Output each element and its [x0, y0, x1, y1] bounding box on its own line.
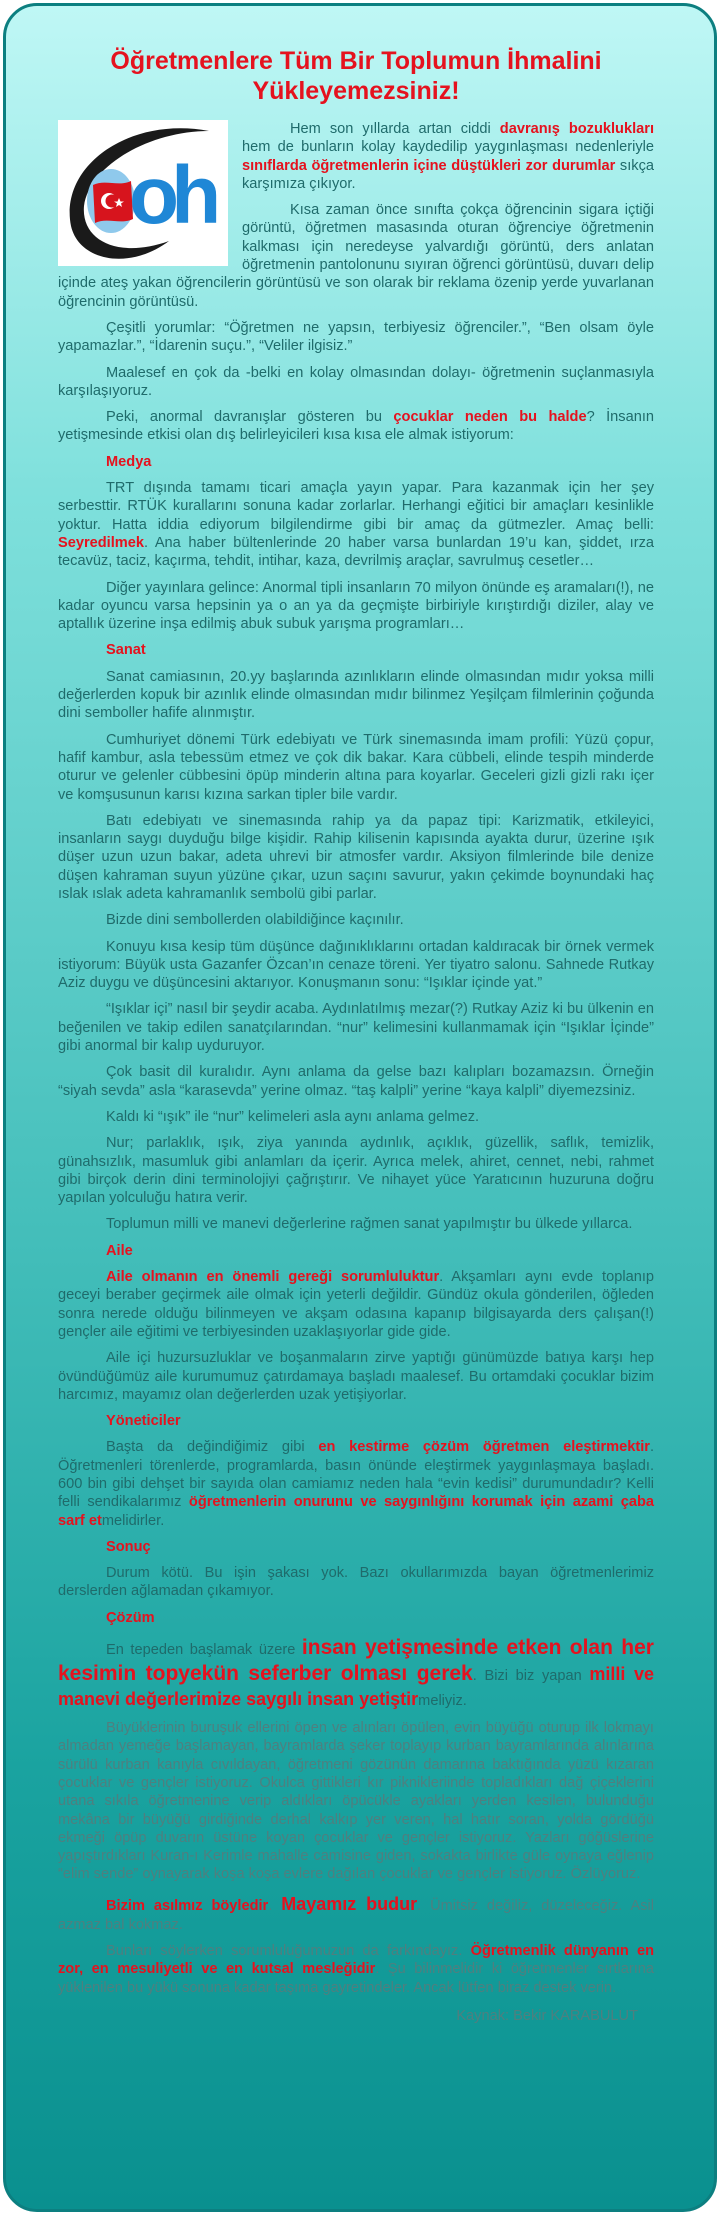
- aile-paragraph-2: Aile içi huzursuzluklar ve boşanmaların zirve yaptığı günümüzde batıya karşı hep övündüğümüz aile kurumumuz çatırdamaya başladı maalesef. Bu ortamdaki çocuklar bizim harcımız, mayamız olan değerlerden uzak yetişiyorlar.: [58, 1350, 654, 1403]
- aile-paragraph-1: Aile olmanın en önemli gereği sorumluluktur. Akşamları aynı evde toplanıp geceyi beraber geçirmek aile olmak için yeterli değildir. Gündüz okula gönderilen, öğleden sonra nerede olduğu bilinmeyen ve akşam odasına kapanıp bilgisayarda ders çalışan(!) gençler aile eğitimi ve terbiyesinden uzaklaşıyorlar gide gide.: [58, 1269, 654, 1340]
- sanat-paragraph: Sanat camiasının, 20.yy başlarında azınlıkların elinde olmasından mıdır yoksa milli değerlerden kopuk bir azınlık elinde olmasından mıdır bilinmez Yeşilçam filmlerinin çoğunda dini semboller hafife alınmıştır.: [58, 668, 654, 722]
- medya-paragraph-1: TRT dışında tamamı ticari amaçla yayın yapar. Para kazanmak için her şey serbesttir. RTÜK kurallarını sonuna kadar zorlarlar. Herhangi eğitici bir amaçları kesinlikle yoktur. Hatta iddia ediyorum bilgilendirme gibi bir amaç da gütmezler. Amaç belli: Seyredilmek. Ana haber bültenlerinde 20 haber varsa bunlardan 19’u kan, şiddet, ırza tecavüz, taciz, kaçırma, tehdit, intihar, kaza, devrilmiş araçlar, savrulmuş cesetler…: [58, 480, 654, 570]
- sanat-paragraph: Nur; parlaklık, ışık, ziya yanında aydınlık, açıklık, güzellik, saflık, temizlik, günahsızlık, masumluk gibi anlamları da içerir. Ayrıca melek, ahiret, cennet, nebi, rahmet gibi birçok derin dini terminolojiyi çağrıştırır. Ve nihayet yüce Yaratıcının huzuruna doğru yapılan yolculuğu hatıra verir.: [58, 1135, 654, 1207]
- section-heading-aile: Aile: [106, 1242, 133, 1259]
- sanat-paragraph: Cumhuriyet dönemi Türk edebiyatı ve Türk sinemasında imam profili: Yüzü çopur, hafif kambur, asla tebessüm etmez ve çok dik bakar. Kara cübbeli, elinde tespih minderde oturur ve gelenler cübbesini öpüp minderin altına para koyarlar. Geceleri gizli gizli rakı içer ve komşusunun karısı kızına sarkan tipler bile vardır.: [58, 731, 654, 803]
- intro-paragraph-1: Hem son yıllarda artan ciddi davranış bozuklukları hem de bunların kolay kaydedilip yaygınlaşması nedenleriyle sınıflarda öğretmenlerin içine düştükleri zor durumlar sıkça karşımıza çıkıyor.: [242, 121, 654, 192]
- section-heading-cozum: Çözüm: [106, 1609, 155, 1626]
- svg-text:oh: oh: [129, 150, 214, 241]
- sanat-paragraph: Batı edebiyatı ve sinemasında rahip ya da papaz tipi: Karizmatik, etkileyici, insanların saygı duyduğu bilge kişidir. Rahip kilisenin kapısında ayakta durur, üzerine ışık düşer uzun uzun bakar, adeta uhrevi bir atmosfer vardır. Aksiyon filmlerinde bile denize düşen kahraman suyun yüzüne çıkar, uzun saçını savurur, yakın çekimde boynundaki haç ıslak ıslak adeta kahramanlık sembolü gibi parlar.: [58, 812, 654, 902]
- cozum-paragraph-2: Büyüklerinin buruşuk ellerini öpen ve alınları öpülen, evin büyüğü oturup ilk lokmayı almadan yemeğe başlamayan, bayramlarda şeker toplayıp kurban bayramlarında alınlarına sürülü kurban kanıyla cıvıldayan, öğretmeni gözünün damarına baktığında yüzü kızaran çocuklar ve gençler istiyoruz. Okulca gittikleri kır piknikleriinde topladıkları dağ çiçeklerini utana sıkıla öğretmenine verip aldıkları öpücükle ayakları yerden kesilen, bulunduğu mekâna bir büyüğü girdiğinde derhal kalkıp yer veren, hal hatır soran, yolda gördüğü ekmeği öpüp duvarın üstüne koyan çocuklar ve gençler istiyoruz. Yazları göğüslerine yapıştırdıkları Kuran-ı Kerimle mahalle camisine giden, sokakta birlikte güle oynaya eğlenip “elim sende” oynayarak koşa koşa evlere dağılan çocuklar ve gençler istiyoruz. Özlüyoruz.: [58, 1720, 654, 1883]
- peki-paragraph: Peki, anormal davranışlar gösteren bu çocuklar neden bu halde? İnsanın yetişmesinde etkisi olan dış belirleyicileri kısa kısa ele almak istiyorum:: [58, 409, 654, 444]
- section-heading-sonuc: Sonuç: [106, 1538, 151, 1555]
- section-heading-yoneticiler: Yöneticiler: [106, 1413, 181, 1430]
- page-title: Öğretmenlere Tüm Bir Toplumun İhmalini Yükleyemezsiniz!: [110, 47, 602, 105]
- sanat-paragraph: Kaldı ki “ışık” ile “nur” kelimeleri asla aynı anlama gelmez.: [106, 1108, 480, 1125]
- cozum-paragraph-1: En tepeden başlamak üzere insan yetişmesinde etken olan her kesimin topyekün seferber olması gerek. Bizi biz yapan milli ve manevi değerlerimize saygılı insan yetiştirmeliyiz.: [58, 1636, 654, 1710]
- intro-paragraph-2: Kısa zaman önce sınıfta çokça öğrencinin sigara içtiği görüntü, öğretmen masasında oturan öğrenciye öğretmenin kalkması için neredeyse yalvardığı görüntü, ders anlatan öğretmenin pantolonunu sıyıran öğrenci görüntüsü, duvarı delip içinde ateş yakan öğrencilerin görüntüsü ve son olarak bir reklama özenip yerde yuvarlanan öğrencinin görüntüsü.: [58, 202, 654, 310]
- sanat-paragraph: Bizde dini sembollerden olabildiğince kaçınılır.: [106, 912, 404, 929]
- sanat-paragraph: Konuyu kısa kesip tüm düşünce dağınıklıklarını ortadan kaldıracak bir örnek vermek istiyorum: Büyük usta Gazanfer Özcan’ın cenaze töreni. Yer tiyatro salonu. Sahnede Rutkay Aziz duygu ve düşüncesini aktarıyor. Konuşmanın sonu: “Işıklar içinde yat.”: [58, 938, 654, 992]
- sanat-paragraph: “Işıklar içi” nasıl bir şeydir acaba. Aydınlatılmış mezar(?) Rutkay Aziz ki bu ülkenin en beğenilen ve takip edilen sanatçılarından. “nur” kelimesini kullanmamak için “Işıklar İçinde” gibi anormal bir kalıp uyduruyor.: [58, 1001, 654, 1055]
- page-frame: [3, 3, 717, 2212]
- section-heading-medya: Medya: [106, 453, 152, 470]
- cozum-paragraph-3: Bizim asılmız böyledir. Mayamız budur. Ümitsiz değiliz, düzeleceğiz. Asil azmaz bal kokmaz.: [58, 1893, 654, 1933]
- yoneticiler-paragraph: Başta da değindiğimiz gibi en kestirme çözüm öğretmen eleştirmektir. Öğretmenleri törenlerde, programlarda, basın önünde eleştirmek yaygınlaşmaya başladı. 600 bin gibi dehşet bir sayıda olan camiamız neden hala “evin kedisi” durumundadır? Kelli felli sendikalarımız öğretmenlerin onurunu ve saygınlığını korumak için azami çaba sarf etmelidirler.: [58, 1439, 654, 1529]
- turkish-flag-icon: [93, 181, 133, 223]
- article: [58, 46, 654, 2033]
- source-credit: Kaynak: Bekir KARABULUT: [456, 2007, 638, 2024]
- section-heading-sanat: Sanat: [106, 642, 146, 659]
- sonuc-paragraph: Durum kötü. Bu işin şakası yok. Bazı okullarımızda bayan öğretmenlerimiz derslerden ağlamadan çıkamıyor.: [58, 1565, 654, 1600]
- intro-paragraph-3: Çeşitli yorumlar: “Öğretmen ne yapsın, terbiyesiz öğrenciler.”, “Ben olsam öyle yapamazlar.”, “İdarenin suçu.”, “Veliler ilgisiz.”: [58, 319, 654, 355]
- intro-paragraph-4: Maalesef en çok da -belki en kolay olmasından dolayı- öğretmenin suçlanmasıyla karşılaşıyoruz.: [58, 364, 654, 399]
- cozum-paragraph-4: Bunları söylerken sorumluluğumuzun da farkındayız. Öğretmenlik dünyanın en zor, en mesuliyetli ve en kutsal mesleğidir. Şu bilinmelidir ki öğretmenler sırtlarına yüklenilen bu yükü sonuna kadar taşıma gayretindeler. Ancak lütfen biraz destek verin.: [58, 1943, 655, 1996]
- medya-paragraph-2: Diğer yayınlara gelince: Anormal tipli insanların 70 milyon önünde eş aramaları(!), ne kadar oyuncu varsa hepsinin ya o an ya da geçmişte birbiriyle kırıştırdığı diziler, alay ve aptallık üzerine inşa edilmiş abuk subuk yarışma programları…: [58, 579, 654, 633]
- teacher-logo-icon: [58, 120, 228, 266]
- sanat-paragraph: Toplumun milli ve manevi değerlerine rağmen sanat yapılmıştır bu ülkede yıllarca.: [106, 1216, 633, 1233]
- sanat-paragraph: Çok basit dil kuralıdır. Aynı anlama da gelse bazı kalıpları bozamazsın. Örneğin “siyah sevda” asla “karasevda” yerine olmaz. “taş kalpli” yerine “kaya kalpli” diyemezsiniz.: [58, 1064, 654, 1099]
